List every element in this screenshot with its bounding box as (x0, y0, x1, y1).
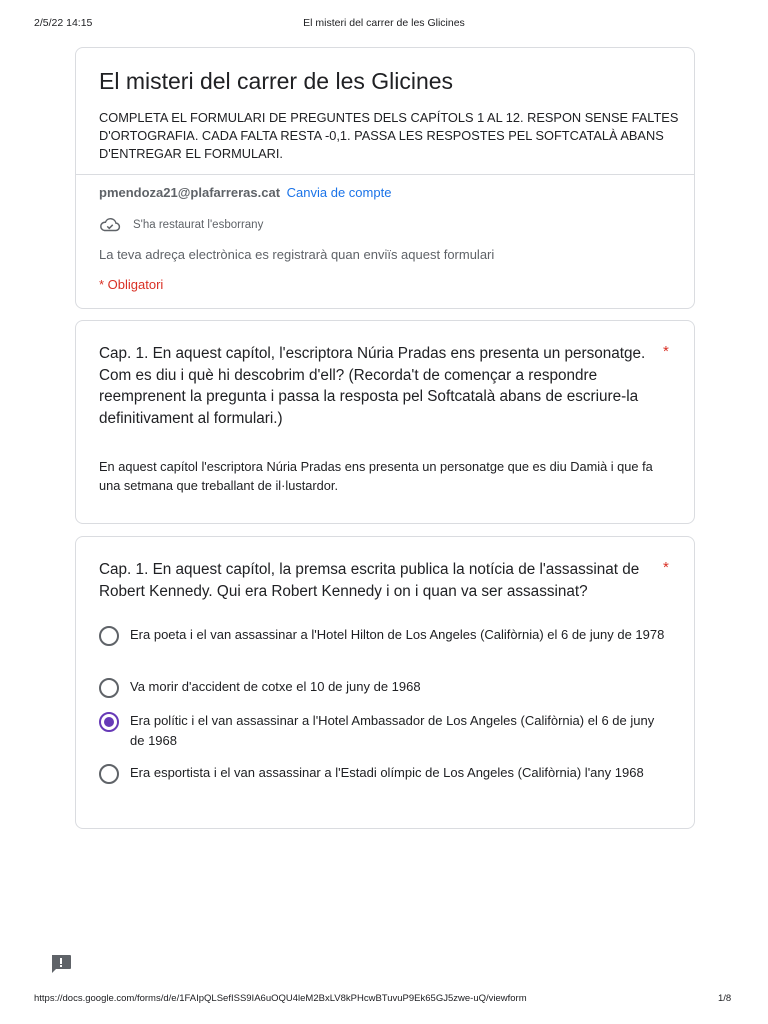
switch-account-link[interactable]: Canvia de compte (286, 185, 392, 200)
radio-option[interactable] (99, 711, 679, 750)
radio-button-selected[interactable] (99, 712, 119, 732)
required-asterisk: * (663, 559, 669, 576)
radio-option-label: Era polític i el van assassinar a l'Hotel Ambassador de Los Angeles (Califòrnia) el 6 de juny de 1968 (130, 713, 655, 748)
question-text: Cap. 1. En aquest capítol, l'escriptora Núria Pradas ens presenta un personatge. Com es diu i què hi descobrim d'ell? (Recorda't de començar a respondre reemprenent la pregunta i passa la resposta pel Softcatalà abans de escriure-la definitivament al formulari.) (99, 345, 646, 428)
form-header-card (75, 47, 695, 309)
page-url: https://docs.google.com/forms/d/e/1FAIpQLSefISS9IA6uOQU4leM2BxLV8kPHcwBTuvuP9Ek65GJ5zwe-uQ/viewform (34, 993, 527, 1004)
feedback-icon[interactable] (50, 954, 72, 974)
print-title: El misteri del carrer de les Glicines (303, 17, 465, 29)
page-number: 1/8 (718, 993, 732, 1004)
header-divider (76, 174, 694, 175)
answer-textarea[interactable]: En aquest capítol l'escriptora Núria Pradas ens presenta un personatge que es diu Damià i que fa una setmana que treballant de il·lustardor. (99, 459, 653, 493)
radio-option[interactable] (99, 625, 679, 646)
radio-option[interactable] (99, 677, 679, 698)
form-title: El misteri del carrer de les Glicines (99, 68, 454, 94)
draft-status-row (99, 216, 263, 234)
radio-option-label: Era poeta i el van assassinar a l'Hotel Hilton de Los Angeles (Califòrnia) el 6 de juny de 1978 (130, 627, 665, 642)
account-email: pmendoza21@plafarreras.cat (99, 185, 281, 200)
required-asterisk: * (663, 343, 669, 360)
radio-button[interactable] (99, 678, 119, 698)
radio-button[interactable] (99, 626, 119, 646)
print-datetime: 2/5/22 14:15 (34, 17, 93, 29)
form-description: COMPLETA EL FORMULARI DE PREGUNTES DELS CAPÍTOLS 1 AL 12. RESPON SENSE FALTES D'ORTOGRAFIA. CADA FALTA RESTA -0,1. PASSA LES RESPOSTES PEL SOFTCATALÀ ABANS D'ENTREGAR EL FORMULARI. (99, 110, 679, 161)
question-card-1 (75, 320, 695, 524)
question-text: Cap. 1. En aquest capítol, la premsa escrita publica la notícia de l'assassinat de Robert Kennedy. Qui era Robert Kennedy i on i quan va ser assassinat? (99, 561, 640, 600)
cloud-saved-icon (99, 217, 121, 233)
account-row (99, 185, 391, 200)
question-card-2 (75, 536, 695, 829)
radio-option-label: Va morir d'accident de cotxe el 10 de juny de 1968 (130, 679, 421, 694)
print-header (0, 17, 768, 31)
draft-status-text: S'ha restaurat l'esborrany (133, 219, 264, 231)
radio-option-label: Era esportista i el van assassinar a l'Estadi olímpic de Los Angeles (Califòrnia) l'any 1968 (130, 765, 644, 780)
email-notice: La teva adreça electrònica es registrarà quan enviïs aquest formulari (99, 247, 495, 262)
radio-option[interactable] (99, 763, 679, 784)
radio-button[interactable] (99, 764, 119, 784)
required-note: * Obligatori (99, 277, 164, 292)
